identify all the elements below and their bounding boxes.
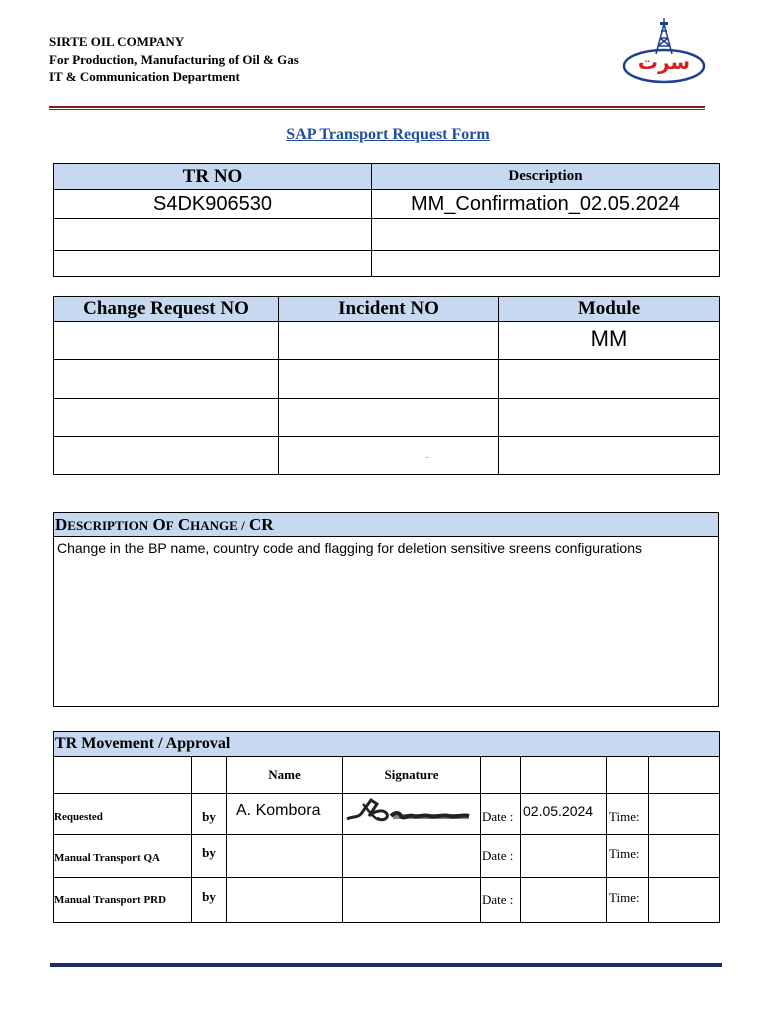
tr-table-cell	[372, 251, 720, 277]
footer-rule	[50, 963, 722, 967]
cr-cell	[54, 399, 279, 437]
date-label: Date :	[481, 835, 521, 878]
time-label: Time:	[607, 794, 649, 835]
header-rule-top	[49, 106, 705, 108]
approval-cell	[521, 757, 607, 794]
heading-part: F	[165, 517, 174, 533]
requested-date: 02.05.2024	[521, 794, 607, 835]
description-header: Description	[372, 164, 720, 190]
row-label: Manual Transport QA	[54, 835, 192, 878]
module-value: MM	[499, 322, 720, 360]
tr-table-cell	[372, 219, 720, 251]
cr-cell	[499, 360, 720, 399]
date-label: Date :	[481, 794, 521, 835]
approval-table	[53, 731, 720, 923]
form-title: SAP Transport Request Form	[286, 126, 490, 143]
approval-cell	[649, 757, 720, 794]
approval-cell	[54, 757, 192, 794]
handwritten-signature	[343, 794, 479, 829]
heading-part: D	[55, 514, 68, 534]
prd-signature	[343, 878, 481, 923]
time-value	[649, 878, 720, 923]
signature-header: Signature	[343, 757, 481, 794]
tr-table	[53, 163, 720, 277]
cr-cell	[499, 437, 720, 475]
time-label: Time:	[607, 835, 649, 878]
qa-name	[227, 835, 343, 878]
stray-dot: .	[279, 437, 499, 475]
description-value: MM_Confirmation_02.05.2024	[372, 190, 720, 219]
cr-cell	[54, 322, 279, 360]
change-request-header: Change Request NO	[54, 297, 279, 322]
heading-part: O	[152, 514, 166, 534]
cr-cell	[279, 360, 499, 399]
by-label: by	[192, 835, 227, 878]
approval-row-prd	[54, 878, 720, 923]
change-request-table	[53, 296, 720, 475]
module-header: Module	[499, 297, 720, 322]
name-header: Name	[227, 757, 343, 794]
approval-row-requested	[54, 794, 720, 835]
prd-date	[521, 878, 607, 923]
heading-part: C	[177, 514, 191, 534]
tr-table-cell	[54, 251, 372, 277]
heading-part: ESCRIPTION	[67, 517, 149, 533]
cr-cell	[54, 360, 279, 399]
description-of-change-text: Change in the BP name, country code and flagging for deletion sensitive sreens configurations	[54, 537, 719, 707]
company-name: SIRTE OIL COMPANY	[49, 34, 185, 49]
by-label: by	[192, 794, 227, 835]
tr-table-cell	[54, 219, 372, 251]
row-label: Manual Transport PRD	[54, 878, 192, 923]
row-label: Requested	[54, 794, 192, 835]
qa-signature	[343, 835, 481, 878]
description-of-change-header	[54, 513, 719, 537]
tr-no-header: TR NO	[54, 164, 372, 190]
by-label: by	[192, 878, 227, 923]
cr-cell	[279, 322, 499, 360]
time-value	[649, 794, 720, 835]
tr-no-value: S4DK906530	[54, 190, 372, 219]
header-rule-bottom	[49, 109, 705, 110]
incident-header: Incident NO	[279, 297, 499, 322]
heading-part: HANGE /	[190, 517, 245, 533]
cr-cell	[54, 437, 279, 475]
department-name: IT & Communication Department	[49, 69, 240, 84]
logo-text: سرت	[637, 50, 691, 74]
heading-part: CR	[248, 514, 274, 534]
company-subtitle: For Production, Manufacturing of Oil & Gas	[49, 52, 299, 67]
approval-cell	[481, 757, 521, 794]
approval-title: TR Movement / Approval	[54, 732, 720, 757]
cr-cell	[279, 399, 499, 437]
prd-name	[227, 878, 343, 923]
time-value	[649, 835, 720, 878]
cr-cell	[499, 399, 720, 437]
description-of-change-table	[53, 512, 719, 707]
requester-name: A. Kombora	[227, 794, 343, 835]
approval-cell	[607, 757, 649, 794]
time-label: Time:	[607, 878, 649, 923]
signature-cell	[343, 794, 481, 835]
approval-cell	[192, 757, 227, 794]
date-label: Date :	[481, 878, 521, 923]
approval-row-qa	[54, 835, 720, 878]
qa-date	[521, 835, 607, 878]
